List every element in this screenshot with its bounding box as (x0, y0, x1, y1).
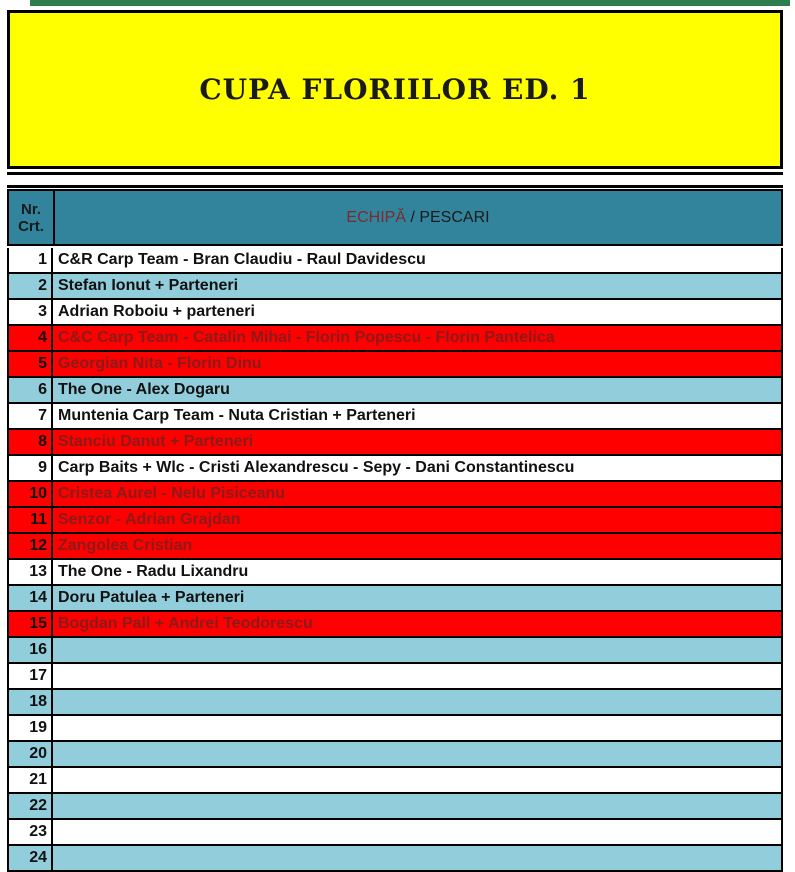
team-name-cell[interactable]: Cristea Aurel - Nelu Pisiceanu (58, 485, 286, 502)
table-row (7, 456, 783, 482)
table-row (7, 430, 783, 456)
team-name-cell[interactable]: Bogdan Pall + Andrei Teodorescu (58, 615, 313, 632)
row-number-cell[interactable]: 15 (9, 612, 53, 636)
table-row (7, 612, 783, 638)
table-row (7, 664, 783, 690)
team-name-cell[interactable]: C&R Carp Team - Bran Claudiu - Raul Davidescu (58, 251, 426, 268)
table-row (7, 326, 783, 352)
table-row (7, 404, 783, 430)
row-number-cell[interactable]: 24 (9, 846, 53, 870)
team-name-cell[interactable]: Senzor - Adrian Grajdan (58, 511, 241, 528)
team-name-cell[interactable] (53, 794, 781, 818)
row-number-cell[interactable]: 17 (9, 664, 53, 688)
table-row (7, 846, 783, 872)
row-number-cell[interactable]: 1 (9, 248, 53, 272)
table-row (7, 768, 783, 794)
team-name-cell[interactable]: Zangolea Cristian (58, 537, 193, 554)
table-row (7, 586, 783, 612)
row-number-cell[interactable]: 9 (9, 456, 53, 480)
team-name-cell[interactable]: The One - Alex Dogaru (58, 381, 230, 398)
team-name-cell[interactable]: Muntenia Carp Team - Nuta Cristian + Parteneri (58, 407, 416, 424)
row-number-cell[interactable]: 10 (9, 482, 53, 506)
table-row (7, 378, 783, 404)
team-name-cell[interactable] (53, 768, 781, 792)
team-name-cell[interactable] (53, 742, 781, 766)
team-name-cell[interactable]: Stanciu Danut + Parteneri (58, 433, 254, 450)
row-number-cell[interactable]: 16 (9, 638, 53, 662)
row-number-cell[interactable]: 6 (9, 378, 53, 402)
header-nr-crt[interactable] (9, 191, 55, 244)
row-number-cell[interactable]: 4 (9, 326, 53, 350)
header-echipa-word: ECHIPĂ (346, 208, 406, 226)
team-name-cell[interactable]: C&C Carp Team - Catalin Mihai - Florin Popescu - Florin Pantelica (58, 329, 555, 346)
header-nr-text: Nr. Crt. (18, 200, 44, 235)
header-pescari-word: / PESCARI (406, 208, 490, 226)
table-row (7, 352, 783, 378)
row-number-cell[interactable]: 8 (9, 430, 53, 454)
table-row (7, 690, 783, 716)
sheet-top-border (30, 0, 790, 6)
row-number-cell[interactable]: 12 (9, 534, 53, 558)
team-name-cell[interactable] (53, 820, 781, 844)
row-number-cell[interactable]: 23 (9, 820, 53, 844)
spreadsheet (5, 7, 788, 871)
row-number-cell[interactable]: 2 (9, 274, 53, 298)
row-number-cell[interactable]: 22 (9, 794, 53, 818)
row-number-cell[interactable]: 3 (9, 300, 53, 324)
row-number-cell[interactable]: 20 (9, 742, 53, 766)
table-row (7, 508, 783, 534)
table-row (7, 534, 783, 560)
table-row (7, 248, 783, 274)
row-number-cell[interactable]: 13 (9, 560, 53, 584)
team-name-cell[interactable]: Carp Baits + Wlc - Cristi Alexandrescu - Sepy - Dani Constantinescu (58, 459, 575, 476)
row-number-cell[interactable]: 5 (9, 352, 53, 376)
team-name-cell[interactable]: Georgian Nita - Florin Dinu (58, 355, 262, 372)
table-row (7, 300, 783, 326)
table-row (7, 274, 783, 300)
row-number-cell[interactable]: 19 (9, 716, 53, 740)
table-row (7, 716, 783, 742)
page-title: CUPA FLORIILOR ED. 1 (199, 73, 591, 106)
team-name-cell[interactable]: The One - Radu Lixandru (58, 563, 249, 580)
table-header (7, 189, 783, 246)
team-name-cell[interactable]: Stefan Ionut + Parteneri (58, 277, 239, 294)
spacer-row[interactable] (7, 172, 783, 188)
row-number-cell[interactable]: 14 (9, 586, 53, 610)
team-name-cell[interactable]: Doru Patulea + Parteneri (58, 589, 245, 606)
row-number-cell[interactable]: 18 (9, 690, 53, 714)
table-body (7, 248, 783, 872)
table-row (7, 742, 783, 768)
table-row (7, 560, 783, 586)
team-name-cell[interactable] (53, 716, 781, 740)
row-number-cell[interactable]: 7 (9, 404, 53, 428)
table-row (7, 482, 783, 508)
team-name-cell[interactable] (53, 638, 781, 662)
team-name-cell[interactable] (53, 690, 781, 714)
row-number-cell[interactable]: 11 (9, 508, 53, 532)
table-row (7, 794, 783, 820)
title-cell[interactable] (7, 10, 783, 169)
team-name-cell[interactable]: Adrian Roboiu + parteneri (58, 303, 255, 320)
team-name-cell[interactable] (53, 664, 781, 688)
header-echipa-pescari[interactable] (55, 191, 781, 244)
table-row (7, 638, 783, 664)
team-name-cell[interactable] (53, 846, 781, 870)
table-row (7, 820, 783, 846)
row-number-cell[interactable]: 21 (9, 768, 53, 792)
